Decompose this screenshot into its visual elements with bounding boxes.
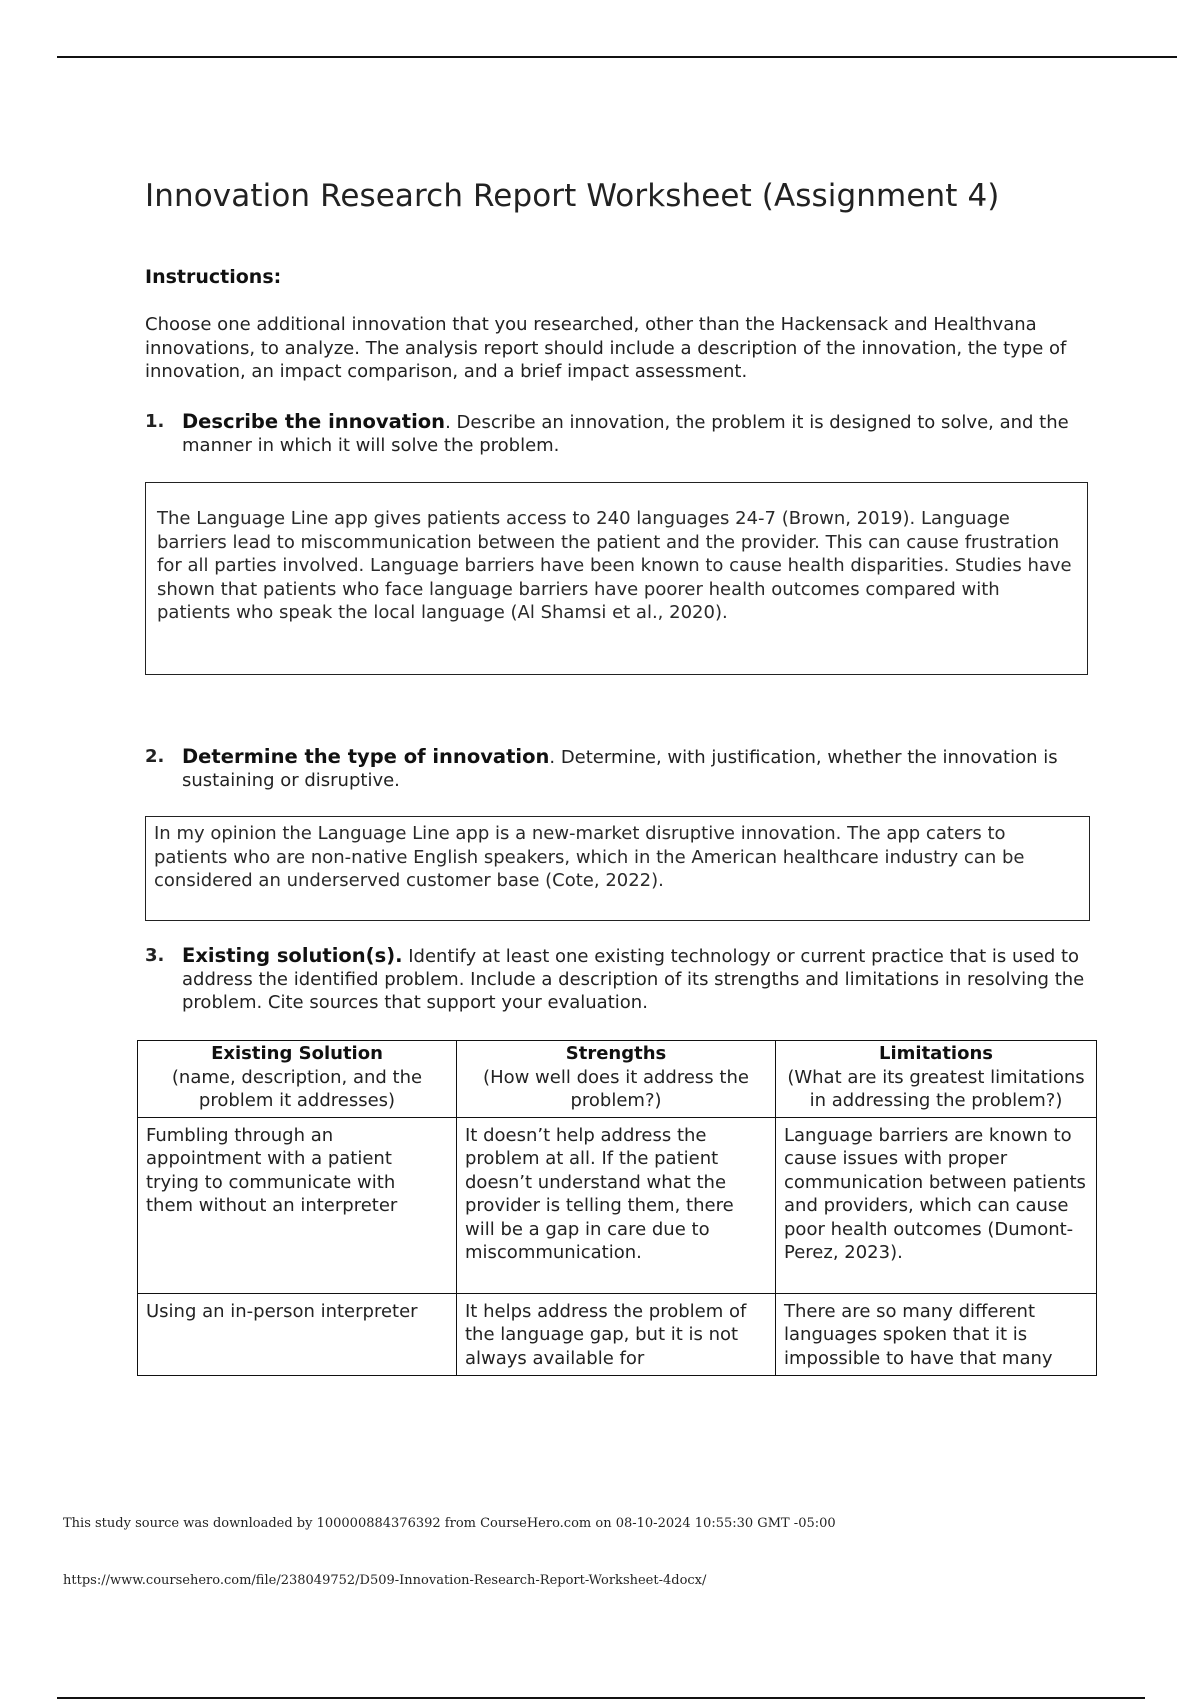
question-text: Identify at least one existing technology or current practice that is used to address the identified problem. Include a description of its strengths and limitations in resolving the problem. Cite sources that support your evaluation. [182, 946, 1085, 1013]
header-limitations [776, 1041, 1097, 1118]
question-3 [145, 944, 1090, 1014]
download-source-note: This study source was downloaded by 100000884376392 from CourseHero.com on 08-10-2024 10:55:30 GMT -05:00 [63, 1516, 836, 1531]
question-text: . Determine, with justification, whether the innovation is sustaining or disruptive. [182, 747, 1058, 791]
header-subtitle: (name, description, and the problem it addresses) [171, 1066, 423, 1111]
header-subtitle: (What are its greatest limitations in addressing the problem?) [787, 1066, 1085, 1111]
table-row [138, 1117, 1097, 1293]
existing-solutions-table [137, 1040, 1097, 1376]
table-cell[interactable]: It doesn’t help address the problem at all. If the patient doesn’t understand what the provider is telling them, there will be a gap in care due to miscommunication. [457, 1117, 776, 1293]
header-subtitle: (How well does it address the problem?) [483, 1066, 749, 1111]
table-cell[interactable]: Using an in-person interpreter [138, 1293, 457, 1376]
question-lead: Existing solution(s). [182, 944, 403, 967]
answer-text: The Language Line app gives patients access to 240 languages 24-7 (Brown, 2019). Language barriers lead to miscommunication between the patient and the provider. This can cause frustration for all parties involved. Language barriers have been known to cause health disparities. Studies have shown that patients who face language barriers have poorer health outcomes compared with patients who speak the local language (Al Shamsi et al., 2020). [157, 508, 1072, 623]
question-lead: Determine the type of innovation [182, 745, 550, 768]
table-cell[interactable]: It helps address the problem of the language gap, but it is not always available for [457, 1293, 776, 1376]
answer-box-1[interactable] [145, 482, 1088, 675]
header-strengths [457, 1041, 776, 1118]
header-title: Strengths [565, 1043, 667, 1064]
page-title: Innovation Research Report Worksheet (Assignment 4) [145, 178, 1000, 214]
question-lead: Describe the innovation [182, 410, 446, 433]
table-cell[interactable]: Fumbling through an appointment with a patient trying to communicate with them without an interpreter [138, 1117, 457, 1293]
header-title: Limitations [879, 1043, 993, 1064]
instructions-heading: Instructions: [145, 266, 282, 288]
instructions-text: Choose one additional innovation that you researched, other than the Hackensack and Healthvana innovations, to analyze. The analysis report should include a description of the innovation, the type of innovation, an impact comparison, and a brief impact assessment. [145, 314, 1067, 382]
bottom-rule [57, 1697, 1145, 1699]
question-2 [145, 745, 1090, 792]
header-title: Existing Solution [211, 1043, 383, 1064]
question-number: 1. [145, 411, 165, 432]
answer-box-2[interactable] [145, 816, 1090, 921]
top-rule [57, 56, 1177, 58]
table-cell[interactable]: There are so many different languages spoken that it is impossible to have that many [776, 1293, 1097, 1376]
source-url[interactable]: https://www.coursehero.com/file/238049752/D509-Innovation-Research-Report-Worksheet-4docx/ [63, 1573, 707, 1588]
question-number: 3. [145, 945, 165, 966]
table-header-row [138, 1041, 1097, 1118]
question-number: 2. [145, 746, 165, 767]
question-text: . Describe an innovation, the problem it is designed to solve, and the manner in which it will solve the problem. [182, 412, 1069, 456]
table-row [138, 1293, 1097, 1376]
table-cell[interactable]: Language barriers are known to cause issues with proper communication between patients and providers, which can cause poor health outcomes (Dumont-Perez, 2023). [776, 1117, 1097, 1293]
header-existing-solution [138, 1041, 457, 1118]
question-1 [145, 410, 1090, 457]
answer-text: In my opinion the Language Line app is a new-market disruptive innovation. The app caters to patients who are non-native English speakers, which in the American healthcare industry can be considered an underserved customer base (Cote, 2022). [154, 823, 1025, 891]
